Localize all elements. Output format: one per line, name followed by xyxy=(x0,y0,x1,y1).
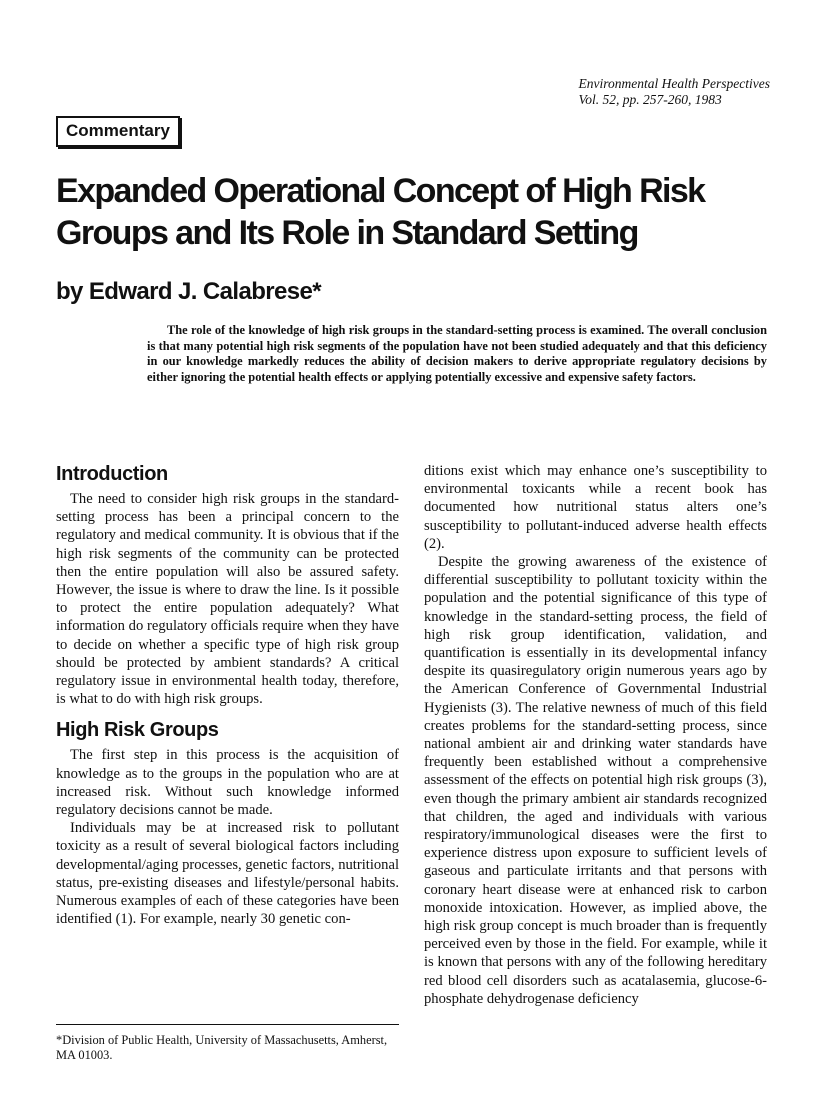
introduction-paragraph: The need to consider high risk groups in the standard-setting process has been a principal concern to the regulatory and medical community. It is obvious that if the high risk segments of the community can be protected then the entire population will also be assured safety. However, the issue is where to draw the line. Is it possible to protect the entire population adequately? What information do regulatory officials require when they have to decide on whether a specific type of high risk group should be protected by ambient standards? A critical regulatory issue in environmental health today, therefore, is what to do with high risk groups. xyxy=(56,491,399,708)
high-risk-groups-heading: High Risk Groups xyxy=(56,719,219,742)
high-risk-paragraph-3: Despite the growing awareness of the existence of differential susceptibility to pollutant toxicity within the population and the potential significance of this type of knowledge in the standard-setting process, the field of high risk group identification, validation, and quantification is essentially in its developmental infancy despite its quasiregulatory origin numerous years ago by the American Conference of Governmental Industrial Hygienists (3). The relative newness of much of this field creates problems for the standard-setting process, since national ambient air and drinking water standards have frequently been established without a comprehensive assessment of the effects on potential high risk groups (3), even though the primary ambient air standards recognized that children, the aged and individuals with various respiratory/immunological diseases were the first to experience distress upon exposure to sufficient levels of gaseous and particulate irritants and that persons with coronary heart disease were at enhanced risk to carbon monoxide intoxication. However, as implied above, the high risk group concept is much broader than is frequently perceived even by those in the field. For example, while it is known that persons with any of the following hereditary red blood cell disorders such as acatalasemia, glucose-6-phosphate dehydrogenase deficiency xyxy=(424,554,767,1007)
author-affiliation-footnote: *Division of Public Health, University of Massachusetts, Amherst, MA 01003. xyxy=(56,1024,399,1063)
high-risk-paragraph-2: Individuals may be at increased risk to pollutant toxicity as a result of several biological factors including developmental/aging processes, genetic factors, nutritional status, pre-existing diseases and lifestyle/personal habits. Numerous examples of each of these categories have been identified (1). For example, nearly 30 genetic con- xyxy=(56,820,399,928)
journal-header xyxy=(579,76,770,108)
abstract: The role of the knowledge of high risk groups in the standard-setting process is examined. The overall conclusion is that many potential high risk segments of the population have not been studied adequately and that this deficiency in our knowledge markedly reduces the ability of decision makers to derive appropriate regulatory decisions by either ignoring the potential health effects or applying potentially excessive and expensive safety factors. xyxy=(147,323,767,384)
introduction-heading: Introduction xyxy=(56,463,168,485)
left-column xyxy=(56,462,399,928)
high-risk-paragraph-2-continued: ditions exist which may enhance one’s susceptibility to environmental toxicants while a recent book has documented how nutritional status alters one’s susceptibility to pollutant-induced adverse health effects (2). xyxy=(424,463,767,552)
journal-citation: Vol. 52, pp. 257-260, 1983 xyxy=(578,92,722,107)
journal-name: Environmental Health Perspectives xyxy=(578,76,770,91)
author-byline: by Edward J. Calabrese* xyxy=(56,278,321,305)
article-title: Expanded Operational Concept of High Risk Groups and Its Role in Standard Setting xyxy=(56,172,705,252)
right-column xyxy=(424,462,767,1008)
high-risk-paragraph-1: The first step in this process is the acquisition of knowledge as to the groups in the population who are at increased risk. Without such knowledge informed regulatory decisions cannot be made. xyxy=(56,747,399,819)
section-tag: Commentary xyxy=(56,116,180,147)
